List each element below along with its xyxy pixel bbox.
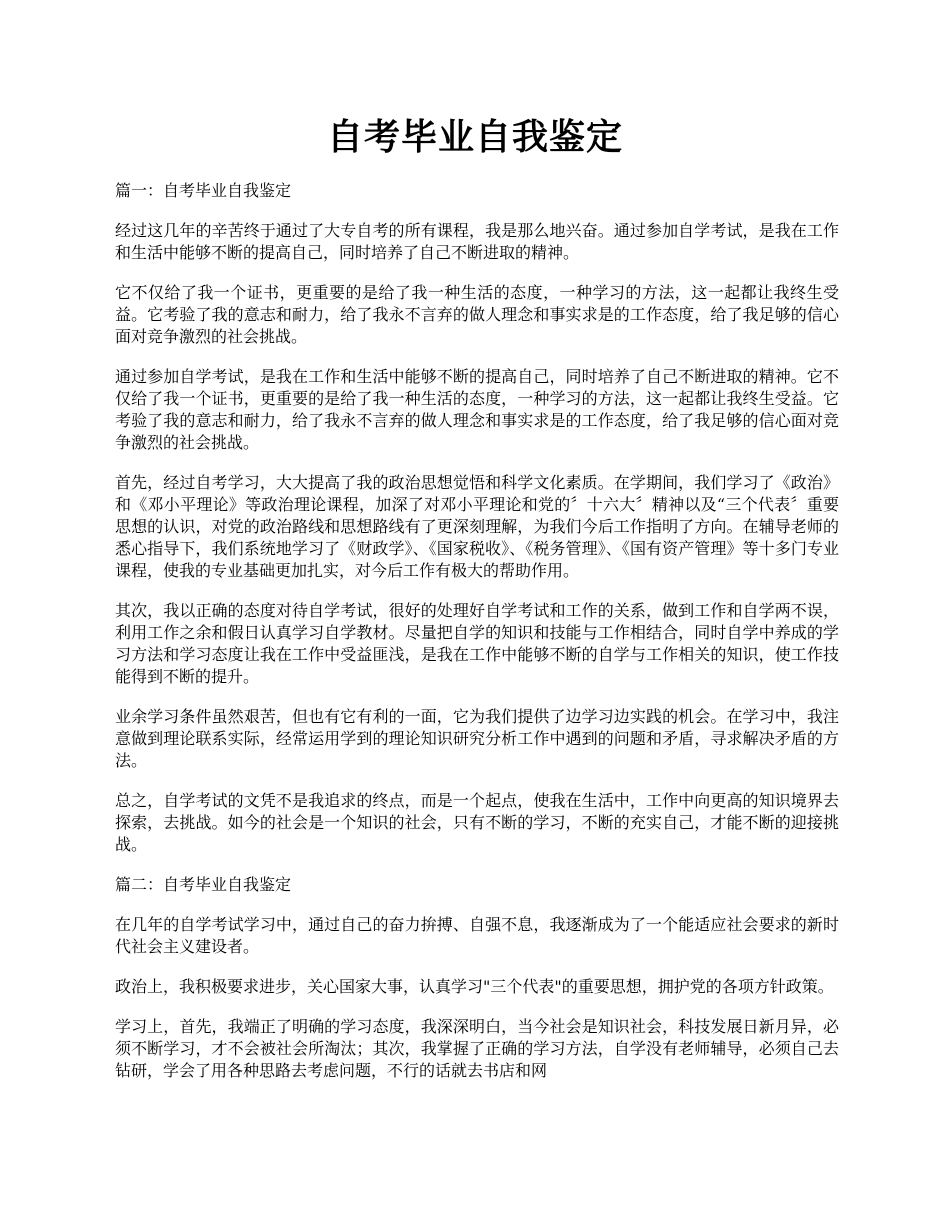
paragraph: 它不仅给了我一个证书，更重要的是给了我一种生活的态度，一种学习的方法，这一起都让我终生受益。它考验了我的意志和耐力，给了我永不言弃的做人理念和事实求是的工作态度，给了我足够的信心面对竞争激烈的社会挑战。: [115, 283, 839, 346]
paragraph: 政治上，我积极要求进步，关心国家大事，认真学习"三个代表"的重要思想，拥护党的各项方针政策。: [115, 977, 834, 996]
paragraph: 在几年的自学考试学习中，通过自己的奋力拚搏、自强不息，我逐渐成为了一个能适应社会要求的新时代社会主义建设者。: [115, 915, 839, 956]
document-body: [115, 180, 839, 1100]
section-heading-1: 篇一：自考毕业自我鉴定: [115, 181, 292, 200]
document-title: 自考毕业自我鉴定: [326, 116, 623, 158]
paragraph: 业余学习条件虽然艰苦，但也有它有利的一面，它为我们提供了边学习边实践的机会。在学习中，我注意做到理论联系实际，经常运用学到的理论知识研究分析工作中遇到的问题和矛盾，寻求解决矛盾的方法。: [115, 707, 839, 770]
paragraph: 其次，我以正确的态度对待自学考试，很好的处理好自学考试和工作的关系，做到工作和自学两不误，利用工作之余和假日认真学习自学教材。尽量把自学的知识和技能与工作相结合，同时自学中养成的学习方法和学习态度让我在工作中受益匪浅，是我在工作中能够不断的自学与工作相关的知识，使工作技能得到不断的提升。: [115, 601, 839, 686]
section-heading-2: 篇二：自考毕业自我鉴定: [115, 875, 292, 894]
paragraph: 经过这几年的辛苦终于通过了大专自考的所有课程，我是那么地兴奋。通过参加自学考试，是我在工作和生活中能够不断的提高自己，同时培养了自己不断进取的精神。: [115, 221, 839, 262]
paragraph: 通过参加自学考试，是我在工作和生活中能够不断的提高自己，同时培养了自己不断进取的精神。它不仅给了我一个证书，更重要的是给了我一种生活的态度，一种学习的方法，这一起都让我终生受益。它考验了我的意志和耐力，给了我永不言弃的做人理念和事实求是的工作态度，给了我足够的信心面对竞争激烈的社会挑战。: [115, 367, 839, 452]
paragraph: 学习上，首先，我端正了明确的学习态度，我深深明白，当今社会是知识社会，科技发展日新月异，必须不断学习，才不会被社会所淘汰；其次，我掌握了正确的学习方法，自学没有老师辅导，必须自己去钻研，学会了用各种思路去考虑问题，不行的话就去书店和网: [115, 1017, 839, 1080]
paragraph: 总之，自学考试的文凭不是我追求的终点，而是一个起点，使我在生活中，工作中向更高的知识境界去探索，去挑战。如今的社会是一个知识的社会，只有不断的学习，不断的充实自己，才能不断的迎接挑战。: [115, 791, 839, 854]
paragraph: 首先，经过自考学习，大大提高了我的政治思想觉悟和科学文化素质。在学期间，我们学习了《政治》和《邓小平理论》等政治理论课程，加深了对邓小平理论和党的〞十六大〞精神以及“三个代表〞重要思想的认识，对党的政治路线和思想路线有了更深刻理解，为我们今后工作指明了方向。在辅导老师的悉心指导下，我们系统地学习了《财政学》、《国家税收》、《税务管理》、《国有资产管理》等十多门专业课程，使我的专业基础更加扎实，对今后工作有极大的帮助作用。: [115, 473, 839, 580]
